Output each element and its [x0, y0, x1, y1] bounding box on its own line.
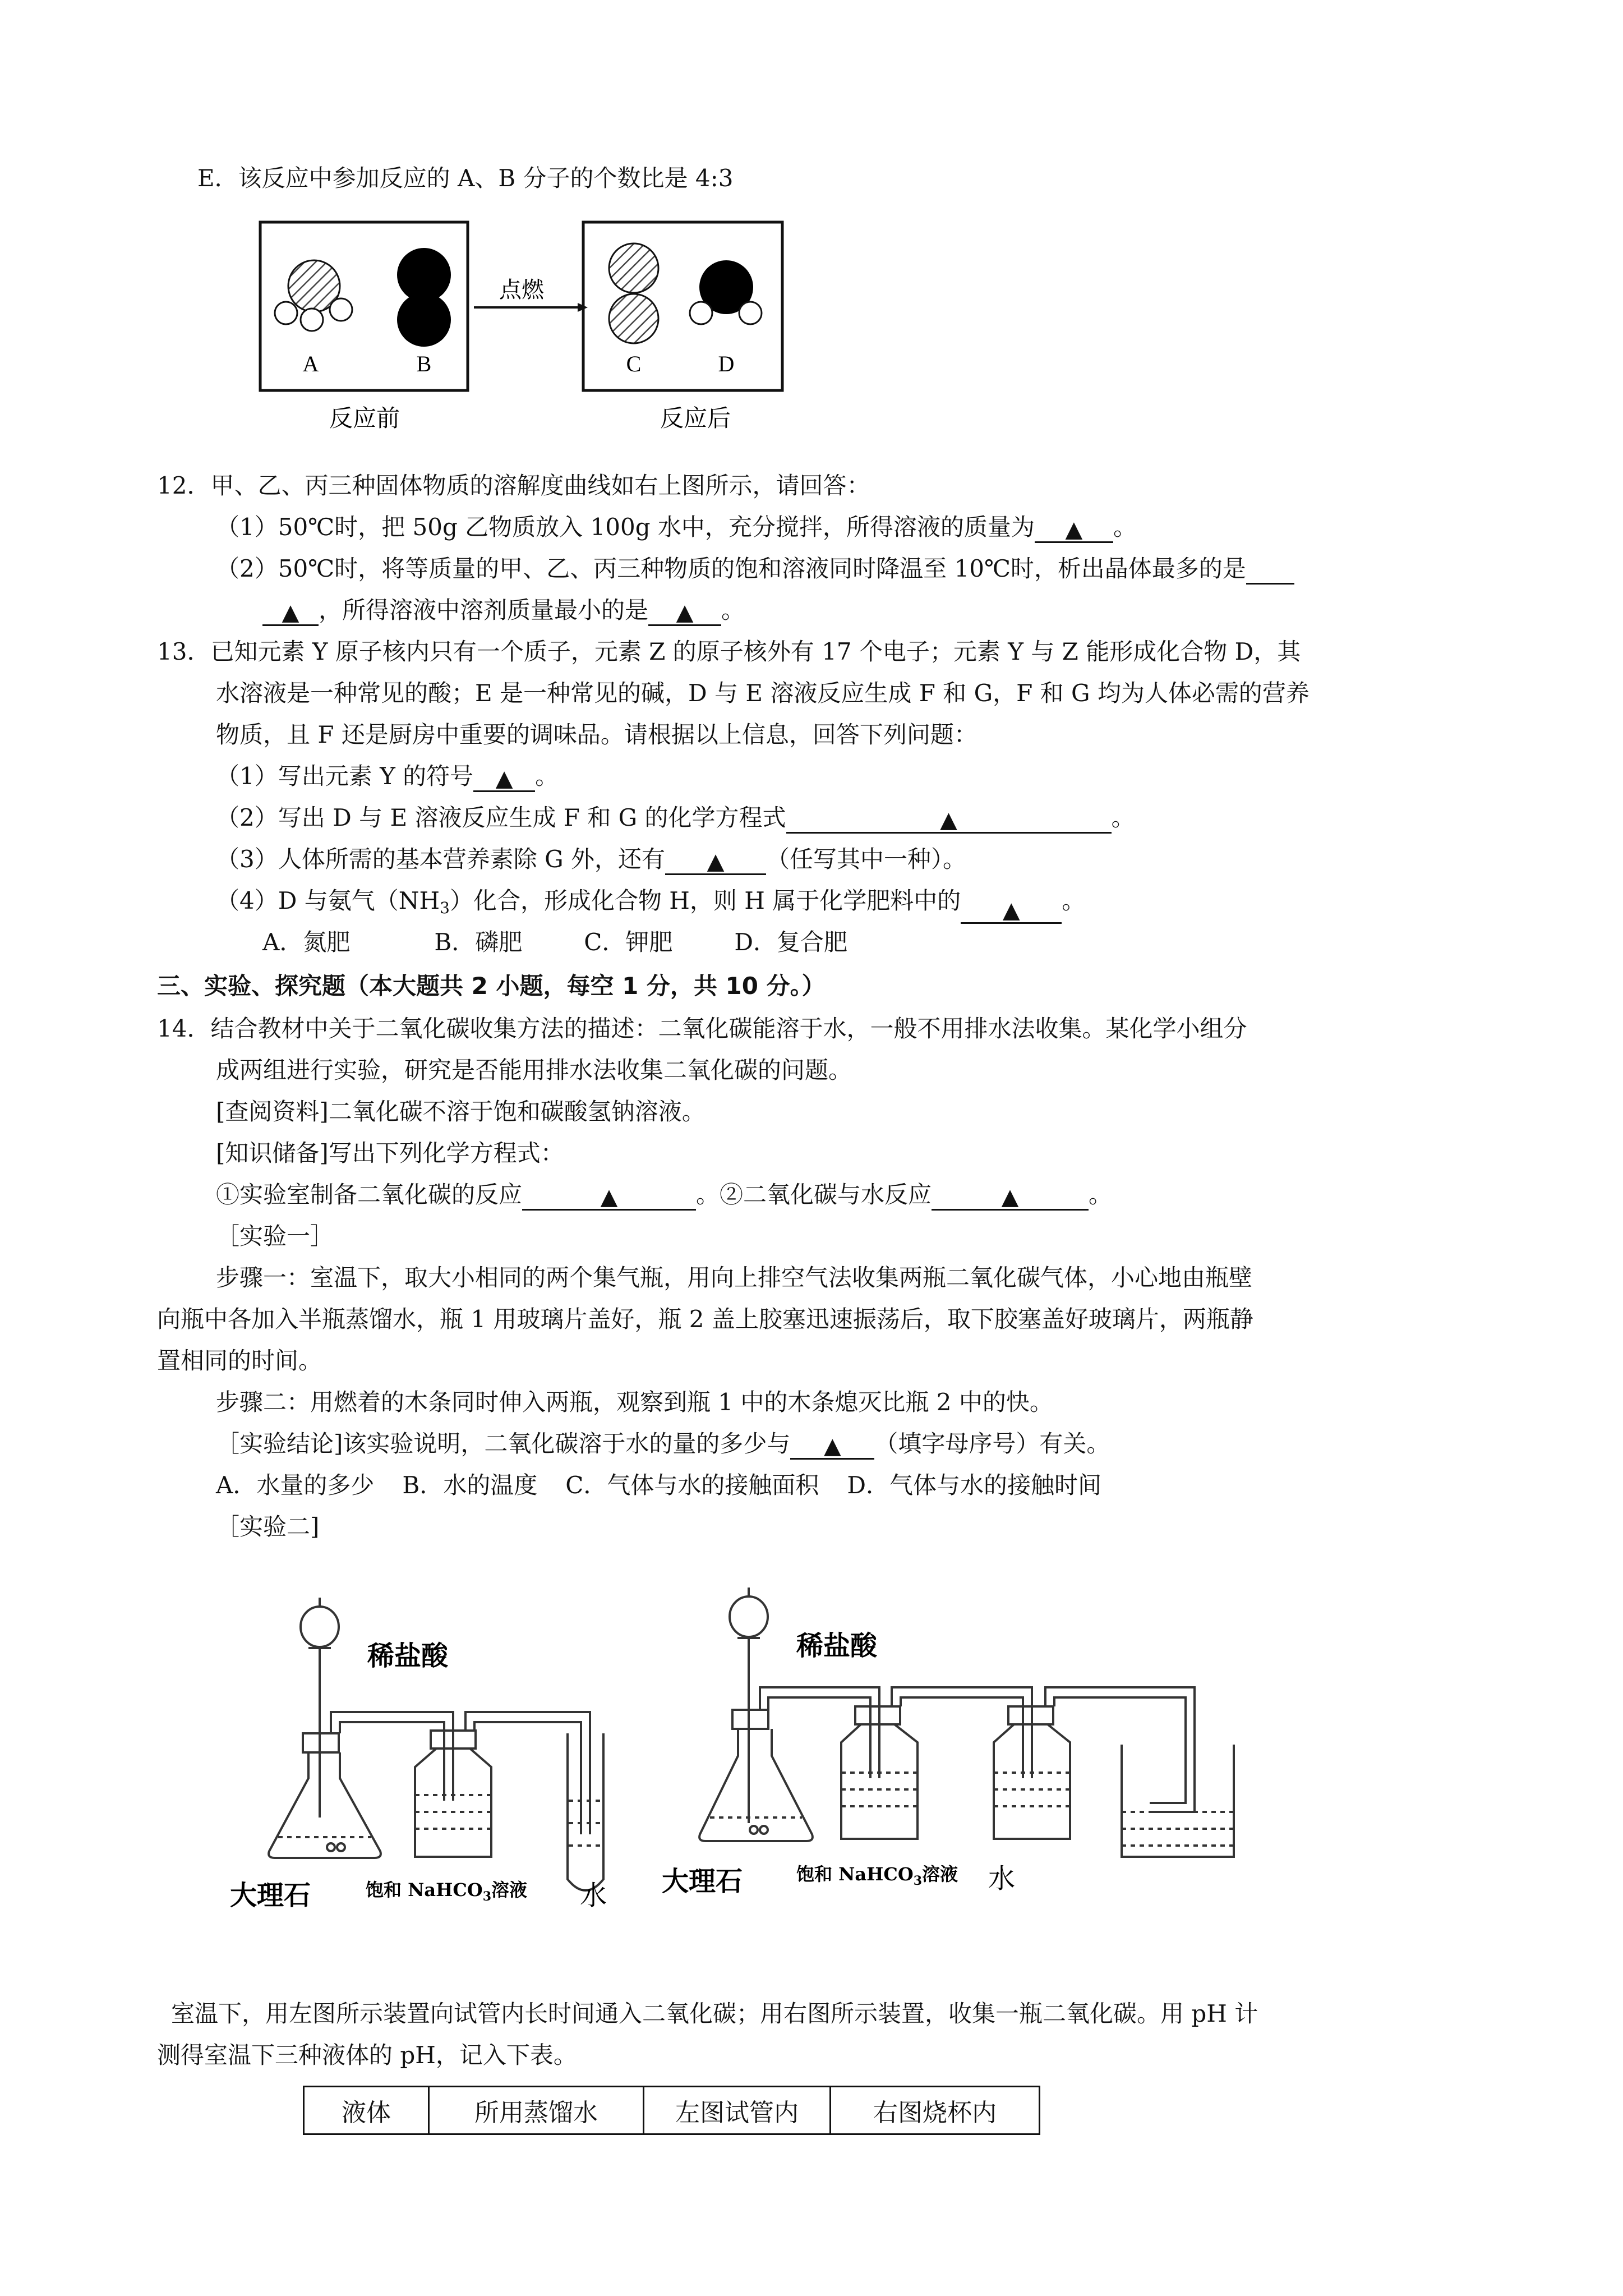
caption-before: 反应前: [329, 404, 400, 432]
q13-part2: （2）写出 D 与 E 溶液反应生成 F 和 G 的化学方程式 ▲ 。: [216, 804, 1135, 833]
label-d: D: [718, 351, 735, 376]
q13-part4: （4）D 与氨气$(NH_3)$化合，形成化合物 H，则 H 属于化学肥料中的 ▲ 。: [216, 887, 1086, 923]
q14-exp2-title: ［实验二]: [216, 1513, 320, 1540]
q14-para-b: 测得室温下三种液体的 pH，记入下表。: [157, 2041, 577, 2069]
q14-para-a: 室温下，用左图所示装置向试管内长时间通入二氧化碳；用右图所示装置，收集一瓶二氧化碳。用 pH 计: [171, 2000, 1258, 2027]
q13-line2: 水溶液是一种常见的酸；E 是一种常见的碱，D 与 E 溶液反应生成 F 和 G，F 和 G 均为人体必需的营养: [216, 679, 1310, 707]
q13-line1: 13．已知元素 Y 原子核内只有一个质子，元素 Z 的原子核外有 17 个电子；元素 Y 与 Z 能形成化合物 D，其: [157, 638, 1301, 665]
reaction-diagram: [258, 219, 785, 443]
q13-options: A．氮肥 B．磷肥 C．钾肥 D．复合肥: [262, 928, 848, 956]
left-water-label: 水: [580, 1880, 607, 1911]
q14-equations: ①实验室制备二氧化碳的反应 ▲ 。②二氧化碳与水反应 ▲ 。: [216, 1181, 1113, 1210]
arrow-label: 点燃: [499, 277, 544, 303]
caption-after: 反应后: [660, 404, 731, 432]
q12-part2-cont: ▲ ，所得溶液中溶剂质量最小的是 ▲ 。: [262, 595, 745, 626]
label-c: C: [626, 351, 642, 376]
q14-ref: [查阅资料]二氧化碳不溶于饱和碳酸氢钠溶液。: [216, 1098, 706, 1125]
left-solution-label: 饱和 NaHCO$_3$溶液: [366, 1879, 528, 1904]
table-header-cell: 右图烧杯内: [831, 2087, 1040, 2134]
q13-line3: 物质，且 F 还是厨房中重要的调味品。请根据以上信息，回答下列问题：: [216, 721, 978, 748]
apparatus-diagram: [224, 1565, 1430, 1930]
table-header-cell: 液体: [304, 2087, 429, 2134]
q14-knowledge: [知识储备]写出下列化学方程式：: [216, 1139, 564, 1167]
ph-table: [303, 2086, 1040, 2135]
q14-line2: 成两组进行实验，研究是否能用排水法收集二氧化碳的问题。: [216, 1056, 852, 1084]
molecule-c: [609, 243, 658, 293]
right-acid-label: 稀盐酸: [796, 1630, 878, 1662]
q13-part3: （3）人体所需的基本营养素除 G 外，还有 ▲ （任写其中一种）。: [216, 845, 966, 875]
q12-part2: （2）50℃时，将等质量的甲、乙、丙三种物质的饱和溶液同时降温至 10℃时，析出晶体最多的是: [216, 553, 1294, 585]
table-row: [304, 2087, 1040, 2134]
left-acid-label: 稀盐酸: [367, 1640, 449, 1672]
right-marble-label: 大理石: [662, 1866, 743, 1897]
right-solution-label: 饱和 NaHCO$_3$溶液: [796, 1864, 958, 1888]
q13-part1: （1）写出元素 Y 的符号 ▲ 。: [216, 762, 559, 792]
q14-step1-b: 向瓶中各加入半瓶蒸馏水，瓶 1 用玻璃片盖好，瓶 2 盖上胶塞迅速振荡后，取下胶塞盖好玻璃片，两瓶静: [157, 1305, 1253, 1333]
q14-step1-c: 置相同的时间。: [157, 1347, 322, 1374]
section3-title: 三、实验、探究题（本大题共 2 小题，每空 1 分，共 10 分。）: [157, 972, 826, 1000]
q14-exp1-title: ［实验一］: [216, 1222, 334, 1250]
right-water-label: 水: [988, 1863, 1016, 1894]
table-header-cell: 左图试管内: [644, 2087, 831, 2134]
q12-stem: 12．甲、乙、丙三种固体物质的溶解度曲线如右上图所示，请回答：: [157, 472, 870, 499]
label-a: A: [302, 351, 319, 376]
left-marble-label: 大理石: [230, 1880, 311, 1911]
table-header-cell: 所用蒸馏水: [429, 2087, 644, 2134]
q14-line1: 14．结合教材中关于二氧化碳收集方法的描述：二氧化碳能溶于水，一般不用排水法收集。某化学小组分: [157, 1015, 1247, 1042]
q14-conclusion: ［实验结论]该实验说明，二氧化碳溶于水的量的多少与 ▲ （填字母序号）有关。: [216, 1430, 1110, 1459]
q14-step2: 步骤二：用燃着的木条同时伸入两瓶，观察到瓶 1 中的木条熄灭比瓶 2 中的快。: [216, 1388, 1053, 1416]
q14-step1-a: 步骤一：室温下，取大小相同的两个集气瓶，用向上排空气法收集两瓶二氧化碳气体，小心地由瓶壁: [216, 1264, 1253, 1291]
q14-options: A．水量的多少 B．水的温度 C．气体与水的接触面积 D．气体与水的接触时间: [216, 1471, 1102, 1499]
q11-option-e: E．该反应中参加反应的 A、B 分子的个数比是 4:3: [197, 164, 734, 192]
label-b: B: [416, 351, 432, 376]
q12-part1: （1）50℃时，把 50g 乙物质放入 100g 水中，充分搅拌，所得溶液的质量为 ▲ 。: [216, 513, 1137, 542]
